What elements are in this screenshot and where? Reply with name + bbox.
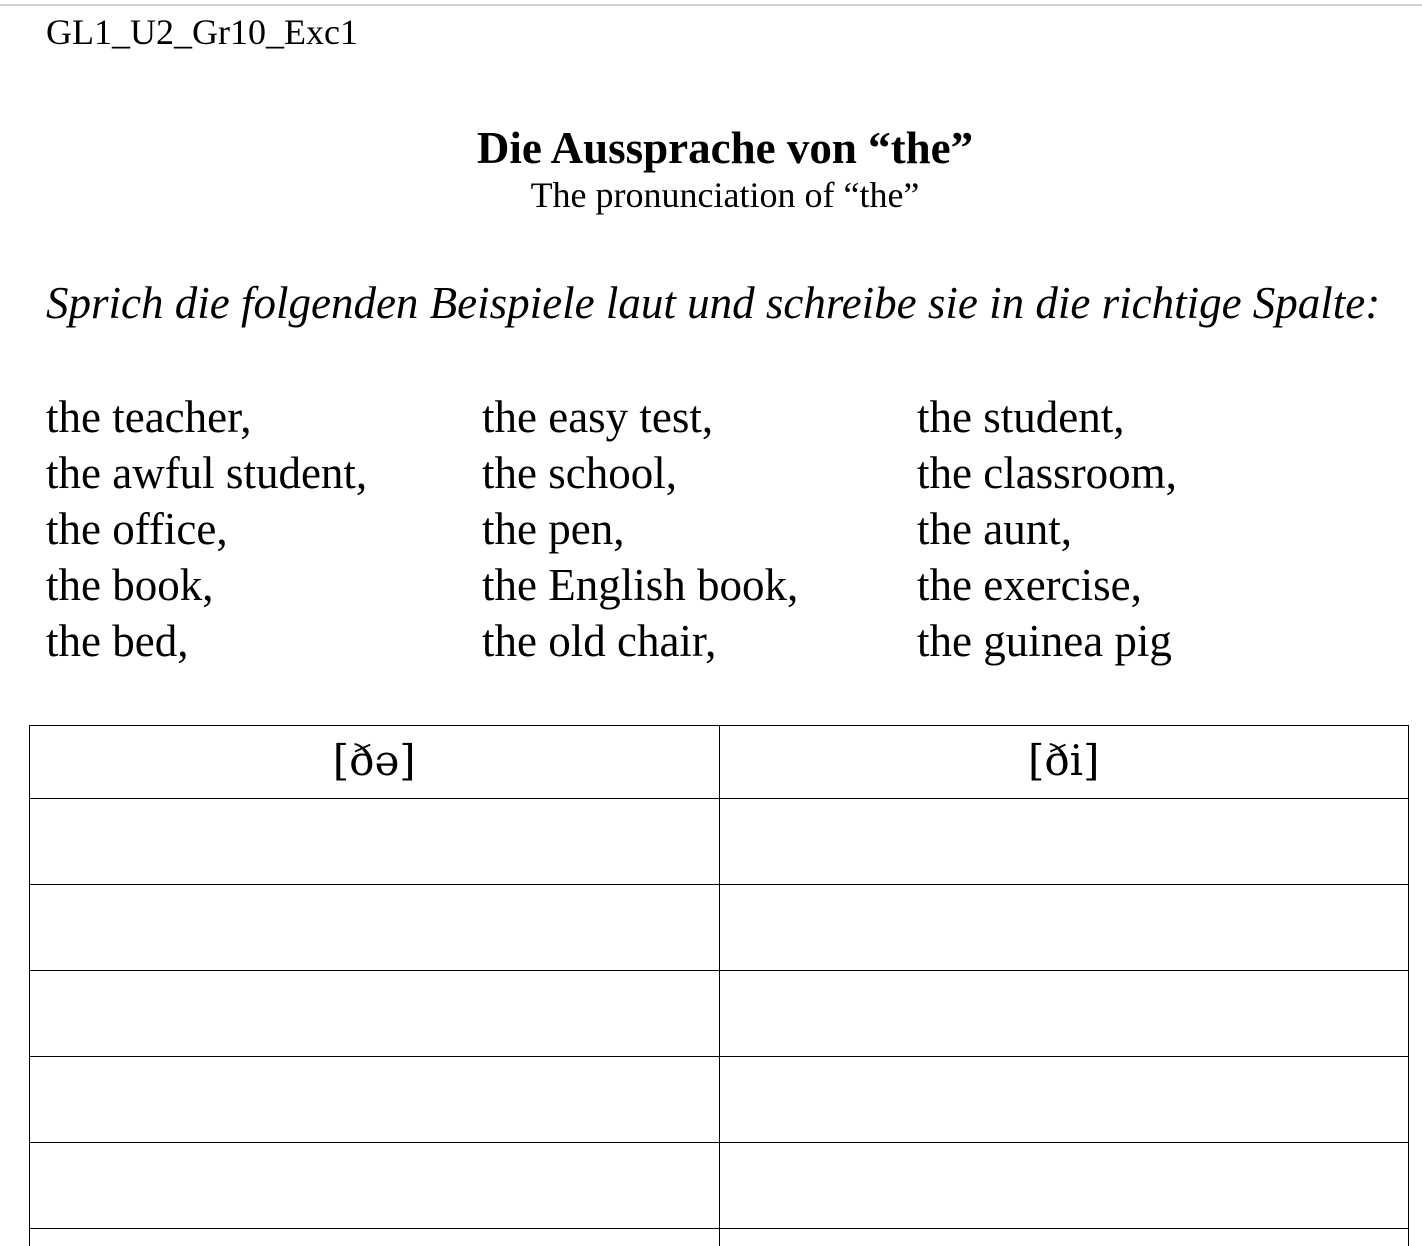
answer-cell-schwa[interactable] (30, 1057, 720, 1143)
word-item: the office, (46, 504, 228, 554)
document-id: GL1_U2_Gr10_Exc1 (46, 12, 358, 52)
word-item: the pen, (482, 504, 625, 554)
answer-cell-ee[interactable] (719, 799, 1409, 885)
word-item: the classroom, (917, 448, 1177, 498)
word-item: the book, (46, 560, 214, 610)
worksheet-title: Die Aussprache von “the” (476, 123, 974, 173)
word-item: the awful student, (46, 448, 368, 498)
word-item: the teacher, (46, 392, 252, 442)
answer-cell-ee[interactable] (719, 1229, 1409, 1246)
worksheet-subtitle: The pronunciation of “the” (530, 175, 920, 215)
table-row (30, 885, 1409, 971)
answer-cell-ee[interactable] (719, 885, 1409, 971)
word-item: the guinea pig (917, 616, 1172, 666)
table-row (30, 799, 1409, 885)
word-row (46, 445, 1406, 501)
table-row (30, 971, 1409, 1057)
word-item: the aunt, (917, 504, 1072, 554)
answer-table (29, 725, 1409, 1246)
exercise-instruction: Sprich die folgenden Beispiele laut und schreibe sie in die richtige Spalte: (46, 278, 1381, 328)
answer-cell-ee[interactable] (719, 1057, 1409, 1143)
answer-cell-schwa[interactable] (30, 799, 720, 885)
word-item: the English book, (482, 560, 799, 610)
table-header-row (30, 726, 1409, 799)
answer-cell-ee[interactable] (719, 971, 1409, 1057)
header-schwa-label: [ðə] (332, 736, 416, 785)
header-schwa (30, 726, 720, 799)
table-row (30, 1229, 1409, 1246)
word-list (46, 389, 1406, 669)
word-item: the student, (917, 392, 1125, 442)
word-item: the school, (482, 448, 677, 498)
header-ee (719, 726, 1409, 799)
word-row (46, 501, 1406, 557)
word-item: the bed, (46, 616, 189, 666)
word-item: the easy test, (482, 392, 714, 442)
table-row (30, 1057, 1409, 1143)
top-border-line (0, 4, 1422, 6)
word-item: the old chair, (482, 616, 717, 666)
answer-cell-ee[interactable] (719, 1143, 1409, 1229)
table-row (30, 1143, 1409, 1229)
answer-cell-schwa[interactable] (30, 1229, 720, 1246)
word-row (46, 613, 1406, 669)
answer-cell-schwa[interactable] (30, 885, 720, 971)
header-ee-label: [ði] (1028, 736, 1100, 785)
answer-cell-schwa[interactable] (30, 1143, 720, 1229)
word-row (46, 557, 1406, 613)
word-row (46, 389, 1406, 445)
answer-cell-schwa[interactable] (30, 971, 720, 1057)
word-item: the exercise, (917, 560, 1142, 610)
